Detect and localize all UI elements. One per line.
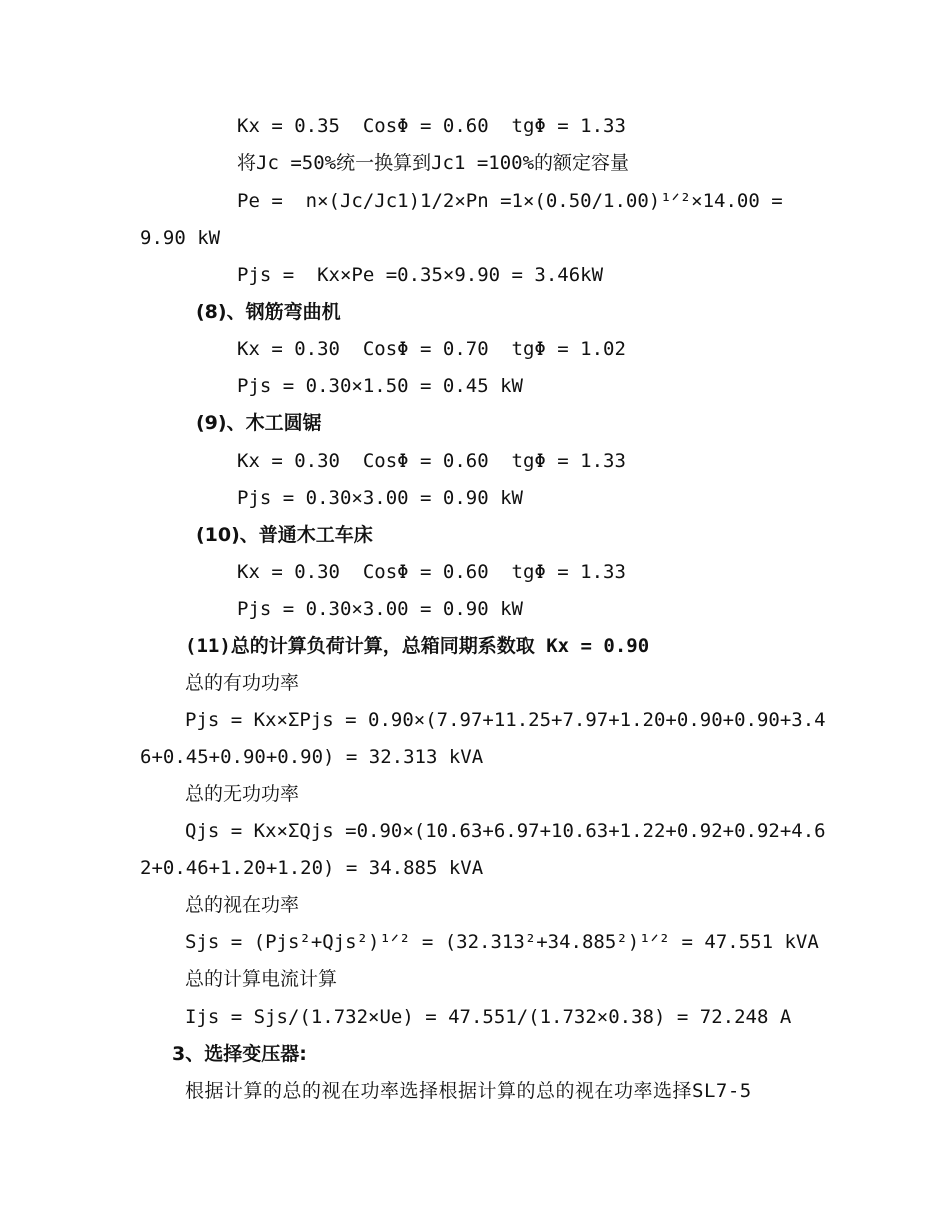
- text-line: 总的视在功率: [185, 894, 300, 916]
- text-line: Pjs = 0.30×3.00 = 0.90 kW: [237, 487, 523, 509]
- text-line: Pjs = 0.30×3.00 = 0.90 kW: [237, 598, 523, 620]
- text-line: 总的有功功率: [185, 672, 300, 694]
- text-line: Kx = 0.35 CosΦ = 0.60 tgΦ = 1.33: [237, 115, 626, 137]
- text-line: 总的计算电流计算: [185, 968, 338, 990]
- section-heading: (9)、木工圆锯: [196, 412, 322, 434]
- text-line: 6+0.45+0.90+0.90) = 32.313 kVA: [140, 746, 484, 768]
- text-line: Kx = 0.30 CosΦ = 0.60 tgΦ = 1.33: [237, 450, 626, 472]
- section-heading: (11)总的计算负荷计算，总箱同期系数取 Kx = 0.90: [185, 635, 650, 657]
- text-line: 总的无功功率: [185, 783, 300, 805]
- text-line: Sjs = (Pjs²+Qjs²)¹ᐟ² = (32.313²+34.885²)¹ᐟ² = 47.551 kVA: [185, 931, 819, 953]
- text-line: Pjs = 0.30×1.50 = 0.45 kW: [237, 375, 523, 397]
- text-line: 根据计算的总的视在功率选择根据计算的总的视在功率选择SL7-5: [185, 1080, 752, 1102]
- text-line: Ijs = Sjs/(1.732×Ue) = 47.551/(1.732×0.38) = 72.248 A: [185, 1006, 792, 1028]
- text-line: 9.90 kW: [140, 227, 221, 249]
- section-heading: (10)、普通木工车床: [196, 524, 373, 546]
- text-line: Pjs = Kx×Pe =0.35×9.90 = 3.46kW: [237, 264, 604, 286]
- section-heading: 3、选择变压器:: [172, 1043, 307, 1065]
- text-line: 2+0.46+1.20+1.20) = 34.885 kVA: [140, 857, 484, 879]
- text-line: Kx = 0.30 CosΦ = 0.60 tgΦ = 1.33: [237, 561, 626, 583]
- text-line: Pe = n×(Jc/Jc1)1/2×Pn =1×(0.50/1.00)¹ᐟ²×14.00 =: [237, 190, 783, 212]
- text-line: Pjs = Kx×ΣPjs = 0.90×(7.97+11.25+7.97+1.20+0.90+0.90+3.4: [185, 709, 826, 731]
- text-line: Kx = 0.30 CosΦ = 0.70 tgΦ = 1.02: [237, 338, 626, 360]
- section-heading: (8)、钢筋弯曲机: [196, 301, 341, 323]
- text-line: Qjs = Kx×ΣQjs =0.90×(10.63+6.97+10.63+1.22+0.92+0.92+4.6: [185, 820, 826, 842]
- text-line: 将Jc =50%统一换算到Jc1 =100%的额定容量: [237, 152, 630, 174]
